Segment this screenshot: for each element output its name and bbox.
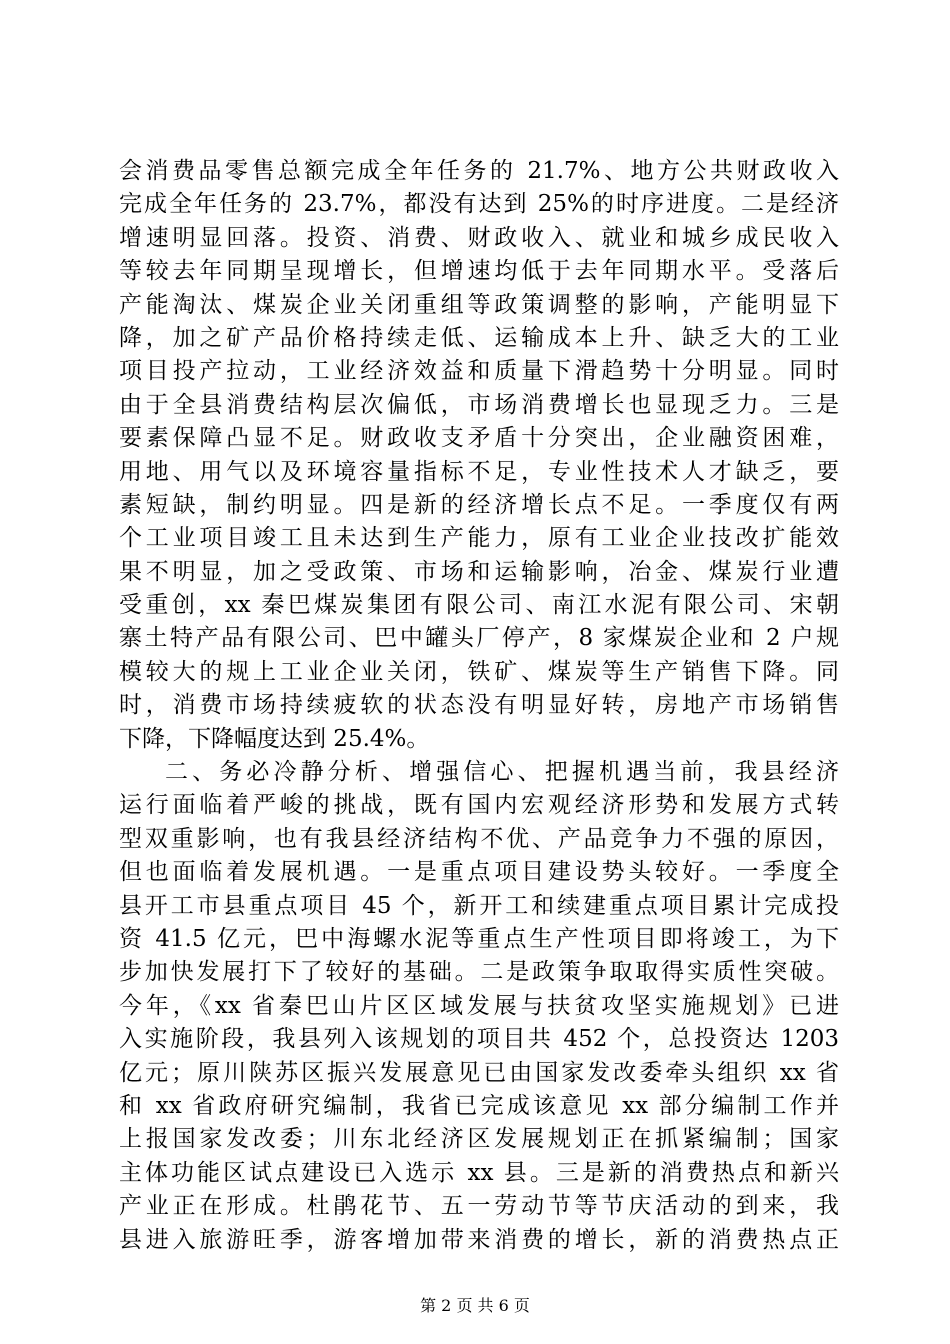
text-line: 县开工市县重点项目 45 个，新开工和续建重点项目累计完成投 [119, 892, 839, 919]
paragraph-1 [119, 155, 839, 756]
text-line: 个工业项目竣工且未达到生产能力，原有工业企业技改扩能效 [119, 525, 839, 552]
text-line: 果不明显，加之受政策、市场和运输影响，冶金、煤炭行业遭 [119, 558, 839, 585]
text-line: 时，消费市场持续疲软的状态没有明显好转，房地产市场销售 [119, 692, 839, 719]
document-body [119, 155, 839, 1257]
text-line: 增速明显回落。投资、消费、财政收入、就业和城乡成民收入 [119, 224, 839, 251]
text-line: 型双重影响，也有我县经济结构不优、产品竞争力不强的原因， [119, 825, 839, 852]
text-line: 受重创，xx 秦巴煤炭集团有限公司、南江水泥有限公司、宋朝 [119, 592, 839, 619]
text-line: 今年，《xx 省秦巴山片区区域发展与扶贫攻坚实施规划》已进 [119, 992, 839, 1019]
text-line: 二、务必冷静分析、增强信心、把握机遇当前，我县经济 [165, 759, 839, 786]
text-line: 用地、用气以及环境容量指标不足，专业性技术人才缺乏，要 [119, 458, 839, 485]
text-line: 产能淘汰、煤炭企业关闭重组等政策调整的影响，产能明显下 [119, 291, 839, 318]
text-line: 由于全县消费结构层次偏低，市场消费增长也显现乏力。三是 [119, 391, 839, 418]
text-line: 入实施阶段，我县列入该规划的项目共 452 个，总投资达 1203 [119, 1026, 839, 1053]
page-number: 第 2 页 共 6 页 [420, 1296, 530, 1315]
text-line: 完成全年任务的 23.7%，都没有达到 25%的时序进度。二是经济 [119, 191, 839, 218]
text-line: 和 xx 省政府研究编制，我省已完成该意见 xx 部分编制工作并 [119, 1092, 839, 1119]
text-line: 寨土特产品有限公司、巴中罐头厂停产，8 家煤炭企业和 2 户规 [119, 625, 839, 652]
text-line: 素短缺，制约明显。四是新的经济增长点不足。一季度仅有两 [119, 491, 839, 518]
text-line: 降，加之矿产品价格持续走低、运输成本上升、缺乏大的工业 [119, 324, 839, 351]
text-line: 项目投产拉动，工业经济效益和质量下滑趋势十分明显。同时 [119, 358, 839, 385]
paragraph-2 [119, 756, 839, 1257]
text-line: 运行面临着严峻的挑战，既有国内宏观经济形势和发展方式转 [119, 792, 839, 819]
text-line: 会消费品零售总额完成全年任务的 21.7%、地方公共财政收入 [119, 158, 839, 184]
text-line: 产业正在形成。杜鹃花节、五一劳动节等节庆活动的到来，我 [119, 1193, 839, 1220]
text-line: 步加快发展打下了较好的基础。二是政策争取取得实质性突破。 [119, 959, 839, 986]
text-line: 等较去年同期呈现增长，但增速均低于去年同期水平。受落后 [119, 258, 839, 285]
text-line: 要素保障凸显不足。财政收支矛盾十分突出，企业融资困难， [119, 425, 839, 452]
page-footer [0, 1296, 950, 1316]
text-line: 但也面临着发展机遇。一是重点项目建设势头较好。一季度全 [119, 859, 839, 886]
text-line: 上报国家发改委；川东北经济区发展规划正在抓紧编制；国家 [119, 1126, 839, 1153]
text-line: 县进入旅游旺季，游客增加带来消费的增长，新的消费热点正 [119, 1226, 839, 1253]
text-line: 下降，下降幅度达到 25.4%。 [119, 725, 430, 752]
text-line: 模较大的规上工业企业关闭，铁矿、煤炭等生产销售下降。同 [119, 658, 839, 685]
text-line: 主体功能区试点建设已入选示 xx 县。三是新的消费热点和新兴 [119, 1159, 839, 1186]
text-line: 亿元；原川陕苏区振兴发展意见已由国家发改委牵头组织 xx 省 [119, 1059, 839, 1086]
text-line: 资 41.5 亿元，巴中海螺水泥等重点生产性项目即将竣工，为下 [119, 925, 839, 952]
